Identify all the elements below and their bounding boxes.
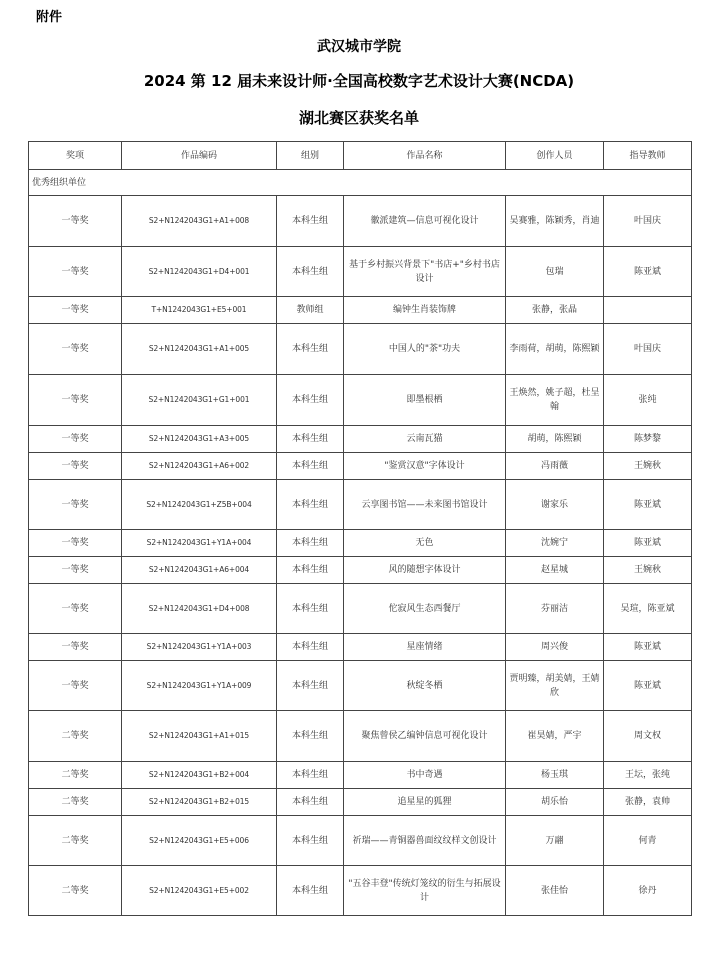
advisor-cell: 王婉秋 — [604, 453, 692, 480]
advisor-cell: 张静，袁帅 — [604, 789, 692, 816]
advisor-cell — [604, 297, 692, 324]
award-cell: 一等奖 — [29, 375, 122, 426]
award-cell: 一等奖 — [29, 661, 122, 711]
creators-cell: 包瑞 — [506, 247, 604, 297]
creators-cell: 崔昊婧，严宇 — [506, 711, 604, 762]
code-cell: S2+N1242043G1+Z5B+004 — [122, 480, 277, 530]
awards-table — [28, 141, 692, 916]
title-cell: 追星星的狐狸 — [344, 789, 506, 816]
table-row — [29, 375, 692, 426]
group-cell: 本科生组 — [277, 324, 344, 375]
code-cell: S2+N1242043G1+B2+015 — [122, 789, 277, 816]
advisor-cell: 陈亚斌 — [604, 247, 692, 297]
creators-cell: 冯雨薇 — [506, 453, 604, 480]
table-row — [29, 866, 692, 916]
advisor-cell: 徐丹 — [604, 866, 692, 916]
title-cell: 徽派建筑—信息可视化设计 — [344, 196, 506, 247]
advisor-cell: 王婉秋 — [604, 557, 692, 584]
column-header-creators: 创作人员 — [506, 142, 604, 170]
column-header-advisor: 指导教师 — [604, 142, 692, 170]
column-header-group: 组别 — [277, 142, 344, 170]
column-header-award: 奖项 — [29, 142, 122, 170]
table-row — [29, 557, 692, 584]
code-cell: S2+N1242043G1+A1+008 — [122, 196, 277, 247]
creators-cell: 吴赛雅，陈颖秀，肖迪 — [506, 196, 604, 247]
group-cell: 本科生组 — [277, 480, 344, 530]
title-cell: 书中奇遇 — [344, 762, 506, 789]
group-cell: 本科生组 — [277, 661, 344, 711]
code-cell: S2+N1242043G1+A6+002 — [122, 453, 277, 480]
table-row — [29, 426, 692, 453]
award-cell: 一等奖 — [29, 247, 122, 297]
advisor-cell: 何青 — [604, 816, 692, 866]
table-row — [29, 297, 692, 324]
creators-cell: 李雨荷，胡萌，陈熙颖 — [506, 324, 604, 375]
group-cell: 本科生组 — [277, 453, 344, 480]
title-cell: 云享图书馆——未来图书馆设计 — [344, 480, 506, 530]
advisor-cell: 陈梦黎 — [604, 426, 692, 453]
table-header-row — [29, 142, 692, 170]
award-cell: 一等奖 — [29, 634, 122, 661]
award-cell: 一等奖 — [29, 530, 122, 557]
code-cell: S2+N1242043G1+B2+004 — [122, 762, 277, 789]
group-cell: 本科生组 — [277, 711, 344, 762]
award-cell: 一等奖 — [29, 453, 122, 480]
creators-cell: 万翮 — [506, 816, 604, 866]
table-row — [29, 711, 692, 762]
creators-cell: 杨玉琪 — [506, 762, 604, 789]
award-cell: 二等奖 — [29, 789, 122, 816]
advisor-cell: 陈亚斌 — [604, 530, 692, 557]
code-cell: S2+N1242043G1+G1+001 — [122, 375, 277, 426]
code-cell: S2+N1242043G1+D4+008 — [122, 584, 277, 634]
group-cell: 本科生组 — [277, 789, 344, 816]
title-cell: "五谷丰登"传统灯笼纹的衍生与拓展设计 — [344, 866, 506, 916]
group-cell: 本科生组 — [277, 584, 344, 634]
advisor-cell: 陈亚斌 — [604, 480, 692, 530]
advisor-cell: 叶国庆 — [604, 196, 692, 247]
advisor-cell: 陈亚斌 — [604, 661, 692, 711]
award-cell: 一等奖 — [29, 324, 122, 375]
creators-cell: 张静，张晶 — [506, 297, 604, 324]
institution-title: 武汉城市学院 — [317, 39, 401, 55]
attachment-label: 附件 — [36, 10, 63, 25]
creators-cell: 贾明臻，胡美婧，王婧欣 — [506, 661, 604, 711]
table-row — [29, 453, 692, 480]
table-row — [29, 762, 692, 789]
table-row — [29, 530, 692, 557]
table-row — [29, 584, 692, 634]
code-cell: S2+N1242043G1+A6+004 — [122, 557, 277, 584]
title-cell: 即墨根栖 — [344, 375, 506, 426]
code-cell: S2+N1242043G1+E5+002 — [122, 866, 277, 916]
title-cell: 中国人的"茶"功夫 — [344, 324, 506, 375]
advisor-cell: 陈亚斌 — [604, 634, 692, 661]
code-cell: S2+N1242043G1+A1+015 — [122, 711, 277, 762]
title-cell: 星座情绪 — [344, 634, 506, 661]
group-cell: 本科生组 — [277, 426, 344, 453]
code-cell: S2+N1242043G1+A1+005 — [122, 324, 277, 375]
advisor-cell: 王坛，张纯 — [604, 762, 692, 789]
creators-cell: 谢家乐 — [506, 480, 604, 530]
table-row — [29, 661, 692, 711]
section-row — [29, 170, 692, 196]
title-cell: 佗寂风生态西餐厅 — [344, 584, 506, 634]
group-cell: 本科生组 — [277, 530, 344, 557]
award-cell: 一等奖 — [29, 557, 122, 584]
award-cell: 二等奖 — [29, 866, 122, 916]
creators-cell: 王焕然，姚子超，杜呈翰 — [506, 375, 604, 426]
code-cell: S2+N1242043G1+Y1A+009 — [122, 661, 277, 711]
title-cell: 编钟生肖装饰牌 — [344, 297, 506, 324]
group-cell: 本科生组 — [277, 816, 344, 866]
creators-cell: 周兴俊 — [506, 634, 604, 661]
award-cell: 一等奖 — [29, 426, 122, 453]
title-cell: 基于乡村振兴背景下"书店+"乡村书店设计 — [344, 247, 506, 297]
code-cell: S2+N1242043G1+A3+005 — [122, 426, 277, 453]
column-header-code: 作品编码 — [122, 142, 277, 170]
creators-cell: 芬丽洁 — [506, 584, 604, 634]
list-title: 湖北赛区获奖名单 — [298, 109, 419, 127]
advisor-cell: 张纯 — [604, 375, 692, 426]
advisor-cell: 周文权 — [604, 711, 692, 762]
group-cell: 本科生组 — [277, 247, 344, 297]
award-cell: 二等奖 — [29, 711, 122, 762]
award-cell: 一等奖 — [29, 584, 122, 634]
group-cell: 本科生组 — [277, 762, 344, 789]
table-row — [29, 480, 692, 530]
creators-cell: 沈婉宁 — [506, 530, 604, 557]
title-cell: 风的随想字体设计 — [344, 557, 506, 584]
group-cell: 本科生组 — [277, 557, 344, 584]
title-cell: 聚焦曾侯乙编钟信息可视化设计 — [344, 711, 506, 762]
code-cell: T+N1242043G1+E5+001 — [122, 297, 277, 324]
code-cell: S2+N1242043G1+D4+001 — [122, 247, 277, 297]
award-cell: 二等奖 — [29, 816, 122, 866]
creators-cell: 胡萌，陈熙颖 — [506, 426, 604, 453]
competition-title: 2024 第 12 届未来设计师·全国高校数字艺术设计大赛(NCDA) — [143, 72, 575, 90]
group-cell: 教师组 — [277, 297, 344, 324]
creators-cell: 胡乐怡 — [506, 789, 604, 816]
advisor-cell: 吴瑄，陈亚斌 — [604, 584, 692, 634]
table-row — [29, 789, 692, 816]
table-row — [29, 324, 692, 375]
group-cell: 本科生组 — [277, 866, 344, 916]
title-cell: 无色 — [344, 530, 506, 557]
creators-cell: 赵星城 — [506, 557, 604, 584]
code-cell: S2+N1242043G1+Y1A+003 — [122, 634, 277, 661]
award-cell: 二等奖 — [29, 762, 122, 789]
section-label: 优秀组织单位 — [29, 170, 692, 196]
creators-cell: 张佳怡 — [506, 866, 604, 916]
code-cell: S2+N1242043G1+Y1A+004 — [122, 530, 277, 557]
group-cell: 本科生组 — [277, 634, 344, 661]
award-cell: 一等奖 — [29, 480, 122, 530]
column-header-title: 作品名称 — [344, 142, 506, 170]
group-cell: 本科生组 — [277, 196, 344, 247]
advisor-cell: 叶国庆 — [604, 324, 692, 375]
group-cell: 本科生组 — [277, 375, 344, 426]
title-cell: "鉴赏汉意"字体设计 — [344, 453, 506, 480]
table-row — [29, 196, 692, 247]
title-cell: 云南瓦猫 — [344, 426, 506, 453]
table-row — [29, 634, 692, 661]
title-cell: 秋绽冬栖 — [344, 661, 506, 711]
award-cell: 一等奖 — [29, 196, 122, 247]
award-cell: 一等奖 — [29, 297, 122, 324]
code-cell: S2+N1242043G1+E5+006 — [122, 816, 277, 866]
table-row — [29, 247, 692, 297]
title-cell: 祈瑞——青铜器兽面纹纹样文创设计 — [344, 816, 506, 866]
table-row — [29, 816, 692, 866]
